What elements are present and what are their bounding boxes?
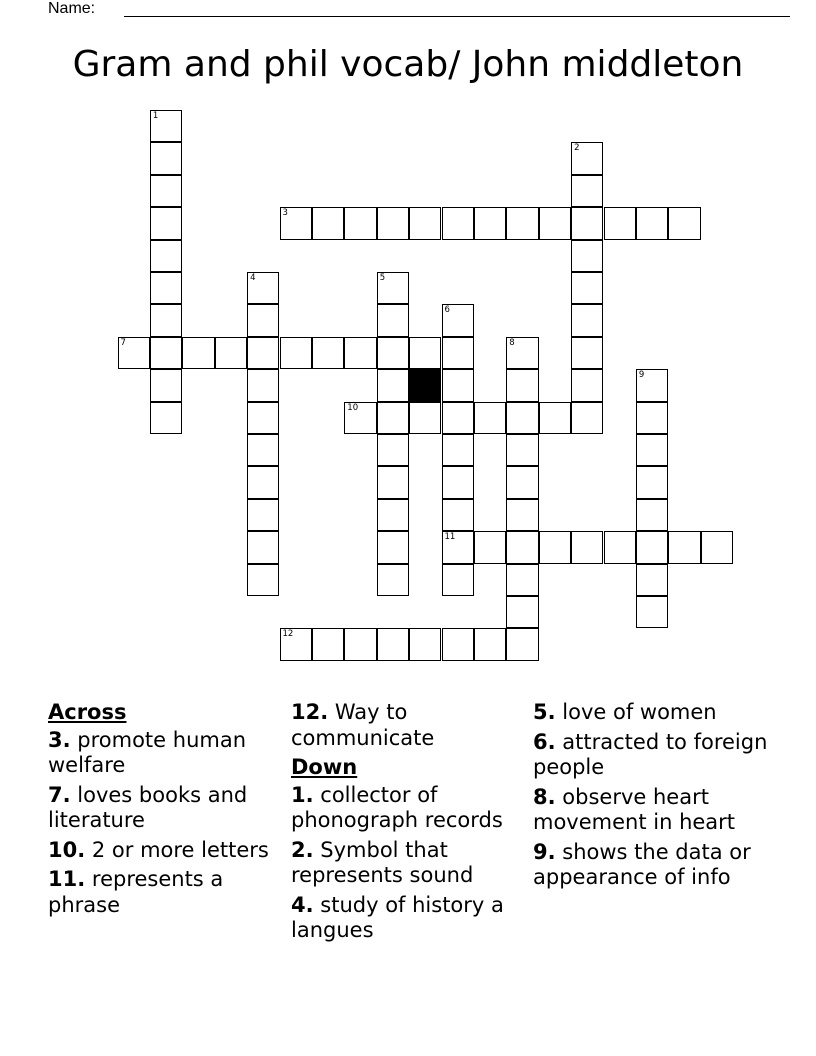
- grid-cell[interactable]: [409, 337, 441, 369]
- cell-number: 4: [250, 273, 256, 283]
- grid-cell[interactable]: [506, 531, 538, 563]
- page-title: Gram and phil vocab/ John middleton: [72, 44, 744, 85]
- clue-column-2: [291, 700, 531, 948]
- grid-cell[interactable]: [539, 207, 571, 239]
- grid-cell[interactable]: [377, 272, 409, 304]
- clue-column-1: [48, 700, 288, 922]
- grid-cell[interactable]: [442, 402, 474, 434]
- grid-cell[interactable]: [377, 466, 409, 498]
- grid-cell[interactable]: [604, 207, 636, 239]
- grid-cell[interactable]: [377, 531, 409, 563]
- grid-cell[interactable]: [409, 402, 441, 434]
- grid-cell[interactable]: [636, 596, 668, 628]
- grid-cell[interactable]: [668, 531, 700, 563]
- grid-cell[interactable]: [539, 402, 571, 434]
- cell-number: 2: [574, 143, 580, 154]
- grid-cell[interactable]: [312, 628, 344, 660]
- grid-cell[interactable]: [506, 337, 538, 369]
- grid-cell[interactable]: [636, 499, 668, 531]
- grid-cell[interactable]: [182, 337, 214, 369]
- cell-number: 7: [120, 337, 126, 348]
- grid-cell[interactable]: [442, 207, 474, 239]
- grid-cell[interactable]: [442, 337, 474, 369]
- grid-cell[interactable]: [377, 434, 409, 466]
- grid-cell[interactable]: [571, 272, 603, 304]
- down-heading: Down: [291, 755, 358, 779]
- grid-cell[interactable]: [636, 434, 668, 466]
- clue-column-3: [533, 700, 773, 895]
- grid-cell[interactable]: [442, 466, 474, 498]
- cell-number: 11: [444, 532, 456, 543]
- grid-cell[interactable]: [636, 466, 668, 498]
- grid-cell[interactable]: [604, 531, 636, 563]
- grid-cell[interactable]: [247, 564, 279, 596]
- grid-cell[interactable]: [442, 628, 474, 660]
- across-heading: Across: [48, 700, 127, 724]
- grid-cell[interactable]: [442, 564, 474, 596]
- grid-cell[interactable]: [442, 531, 474, 563]
- grid-cell[interactable]: [506, 369, 538, 401]
- grid-cell[interactable]: [280, 337, 312, 369]
- name-line: [48, 0, 748, 20]
- grid-cell[interactable]: [150, 272, 182, 304]
- grid-cell[interactable]: [474, 402, 506, 434]
- grid-cell[interactable]: [280, 628, 312, 660]
- grid-cell[interactable]: [247, 402, 279, 434]
- grid-cell[interactable]: [377, 304, 409, 336]
- grid-cell[interactable]: [571, 142, 603, 174]
- grid-cell[interactable]: [150, 337, 182, 369]
- grid-cell[interactable]: [506, 402, 538, 434]
- grid-cell[interactable]: [636, 369, 668, 401]
- grid-cell[interactable]: [442, 369, 474, 401]
- grid-cell[interactable]: [636, 207, 668, 239]
- grid-cell[interactable]: [377, 369, 409, 401]
- grid-cell[interactable]: [344, 402, 376, 434]
- grid-cell[interactable]: [539, 531, 571, 563]
- grid-cell[interactable]: [442, 304, 474, 336]
- grid-cell[interactable]: [247, 531, 279, 563]
- grid-cell[interactable]: [571, 337, 603, 369]
- grid-cell[interactable]: [571, 402, 603, 434]
- grid-cell[interactable]: [668, 207, 700, 239]
- grid-cell[interactable]: [118, 337, 150, 369]
- name-label: Name:: [48, 0, 96, 17]
- grid-cell[interactable]: [506, 434, 538, 466]
- grid-cell[interactable]: [247, 369, 279, 401]
- grid-cell[interactable]: [377, 402, 409, 434]
- clue-down-5: 5. love of women: [533, 700, 717, 724]
- grid-cell[interactable]: [636, 564, 668, 596]
- clue-down-6: 6. attracted to foreign people: [533, 729, 768, 779]
- grid-cell[interactable]: [636, 531, 668, 563]
- grid-cell[interactable]: [344, 628, 376, 660]
- grid-cell[interactable]: [409, 207, 441, 239]
- grid-cell[interactable]: [215, 337, 247, 369]
- grid-cell[interactable]: [377, 207, 409, 239]
- grid-cell[interactable]: [312, 337, 344, 369]
- grid-cell[interactable]: [247, 272, 279, 304]
- cell-number: 9: [638, 370, 645, 381]
- clue-across-3: 3. promote human welfare: [48, 727, 247, 777]
- grid-cell[interactable]: [150, 240, 182, 272]
- clue-across-10: 10. 2 or more letters: [48, 837, 269, 862]
- grid-cell[interactable]: [247, 337, 279, 369]
- clue-down-2: 2. Symbol that represents sound: [291, 837, 474, 887]
- grid-cell[interactable]: [506, 628, 538, 660]
- grid-cell[interactable]: [506, 207, 538, 239]
- grid-cell[interactable]: [377, 564, 409, 596]
- grid-cell[interactable]: [377, 337, 409, 369]
- grid-cell[interactable]: [571, 207, 603, 239]
- cell-number: 1: [152, 111, 159, 121]
- grid-cell[interactable]: [312, 207, 344, 239]
- grid-cell[interactable]: [377, 628, 409, 660]
- grid-cell[interactable]: [506, 564, 538, 596]
- clue-down-1: 1. collector of phonograph records: [291, 782, 503, 832]
- name-blank[interactable]: [124, 16, 790, 17]
- cell-number: 3: [282, 208, 288, 219]
- grid-cell[interactable]: [442, 434, 474, 466]
- grid-cell[interactable]: [636, 402, 668, 434]
- grid-cell[interactable]: [474, 531, 506, 563]
- grid-cell[interactable]: [150, 110, 182, 142]
- grid-cell[interactable]: [247, 499, 279, 531]
- grid-cell[interactable]: [506, 466, 538, 498]
- grid-cell[interactable]: [150, 207, 182, 239]
- cell-number: 6: [444, 305, 450, 316]
- grid-cell[interactable]: [344, 207, 376, 239]
- cell-number: 8: [509, 337, 515, 348]
- grid-cell[interactable]: [506, 499, 538, 531]
- grid-cell[interactable]: [344, 337, 376, 369]
- cell-number: 5: [379, 273, 386, 283]
- grid-cell[interactable]: [474, 207, 506, 239]
- grid-cell[interactable]: [571, 240, 603, 272]
- clue-down-8: 8. observe heart movement in heart: [533, 784, 736, 834]
- grid-cell[interactable]: [571, 304, 603, 336]
- black-square: [409, 369, 441, 401]
- grid-cell[interactable]: [150, 369, 182, 401]
- clue-across-12: 12. Way to communicate: [291, 700, 435, 750]
- grid-cell[interactable]: [701, 531, 733, 563]
- grid-cell[interactable]: [150, 402, 182, 434]
- grid-cell[interactable]: [442, 499, 474, 531]
- grid-cell[interactable]: [571, 531, 603, 563]
- grid-cell[interactable]: [150, 304, 182, 336]
- clue-down-4: 4. study of history a langues: [291, 892, 504, 942]
- grid-cell[interactable]: [247, 466, 279, 498]
- grid-cell[interactable]: [280, 207, 312, 239]
- grid-cell[interactable]: [150, 175, 182, 207]
- grid-cell[interactable]: [377, 499, 409, 531]
- cell-number: 12: [282, 629, 294, 640]
- grid-cell[interactable]: [150, 142, 182, 174]
- grid-cell[interactable]: [247, 304, 279, 336]
- grid-cell[interactable]: [474, 628, 506, 660]
- grid-cell[interactable]: [571, 175, 603, 207]
- grid-cell[interactable]: [247, 434, 279, 466]
- grid-cell[interactable]: [506, 596, 538, 628]
- cell-number: 10: [347, 402, 359, 413]
- clue-across-7: 7. loves books and literature: [48, 782, 248, 832]
- grid-cell[interactable]: [409, 628, 441, 660]
- clue-across-11: 11. represents a phrase: [48, 867, 224, 917]
- clue-down-9: 9. shows the data or appearance of info: [533, 839, 751, 889]
- grid-cell[interactable]: [571, 369, 603, 401]
